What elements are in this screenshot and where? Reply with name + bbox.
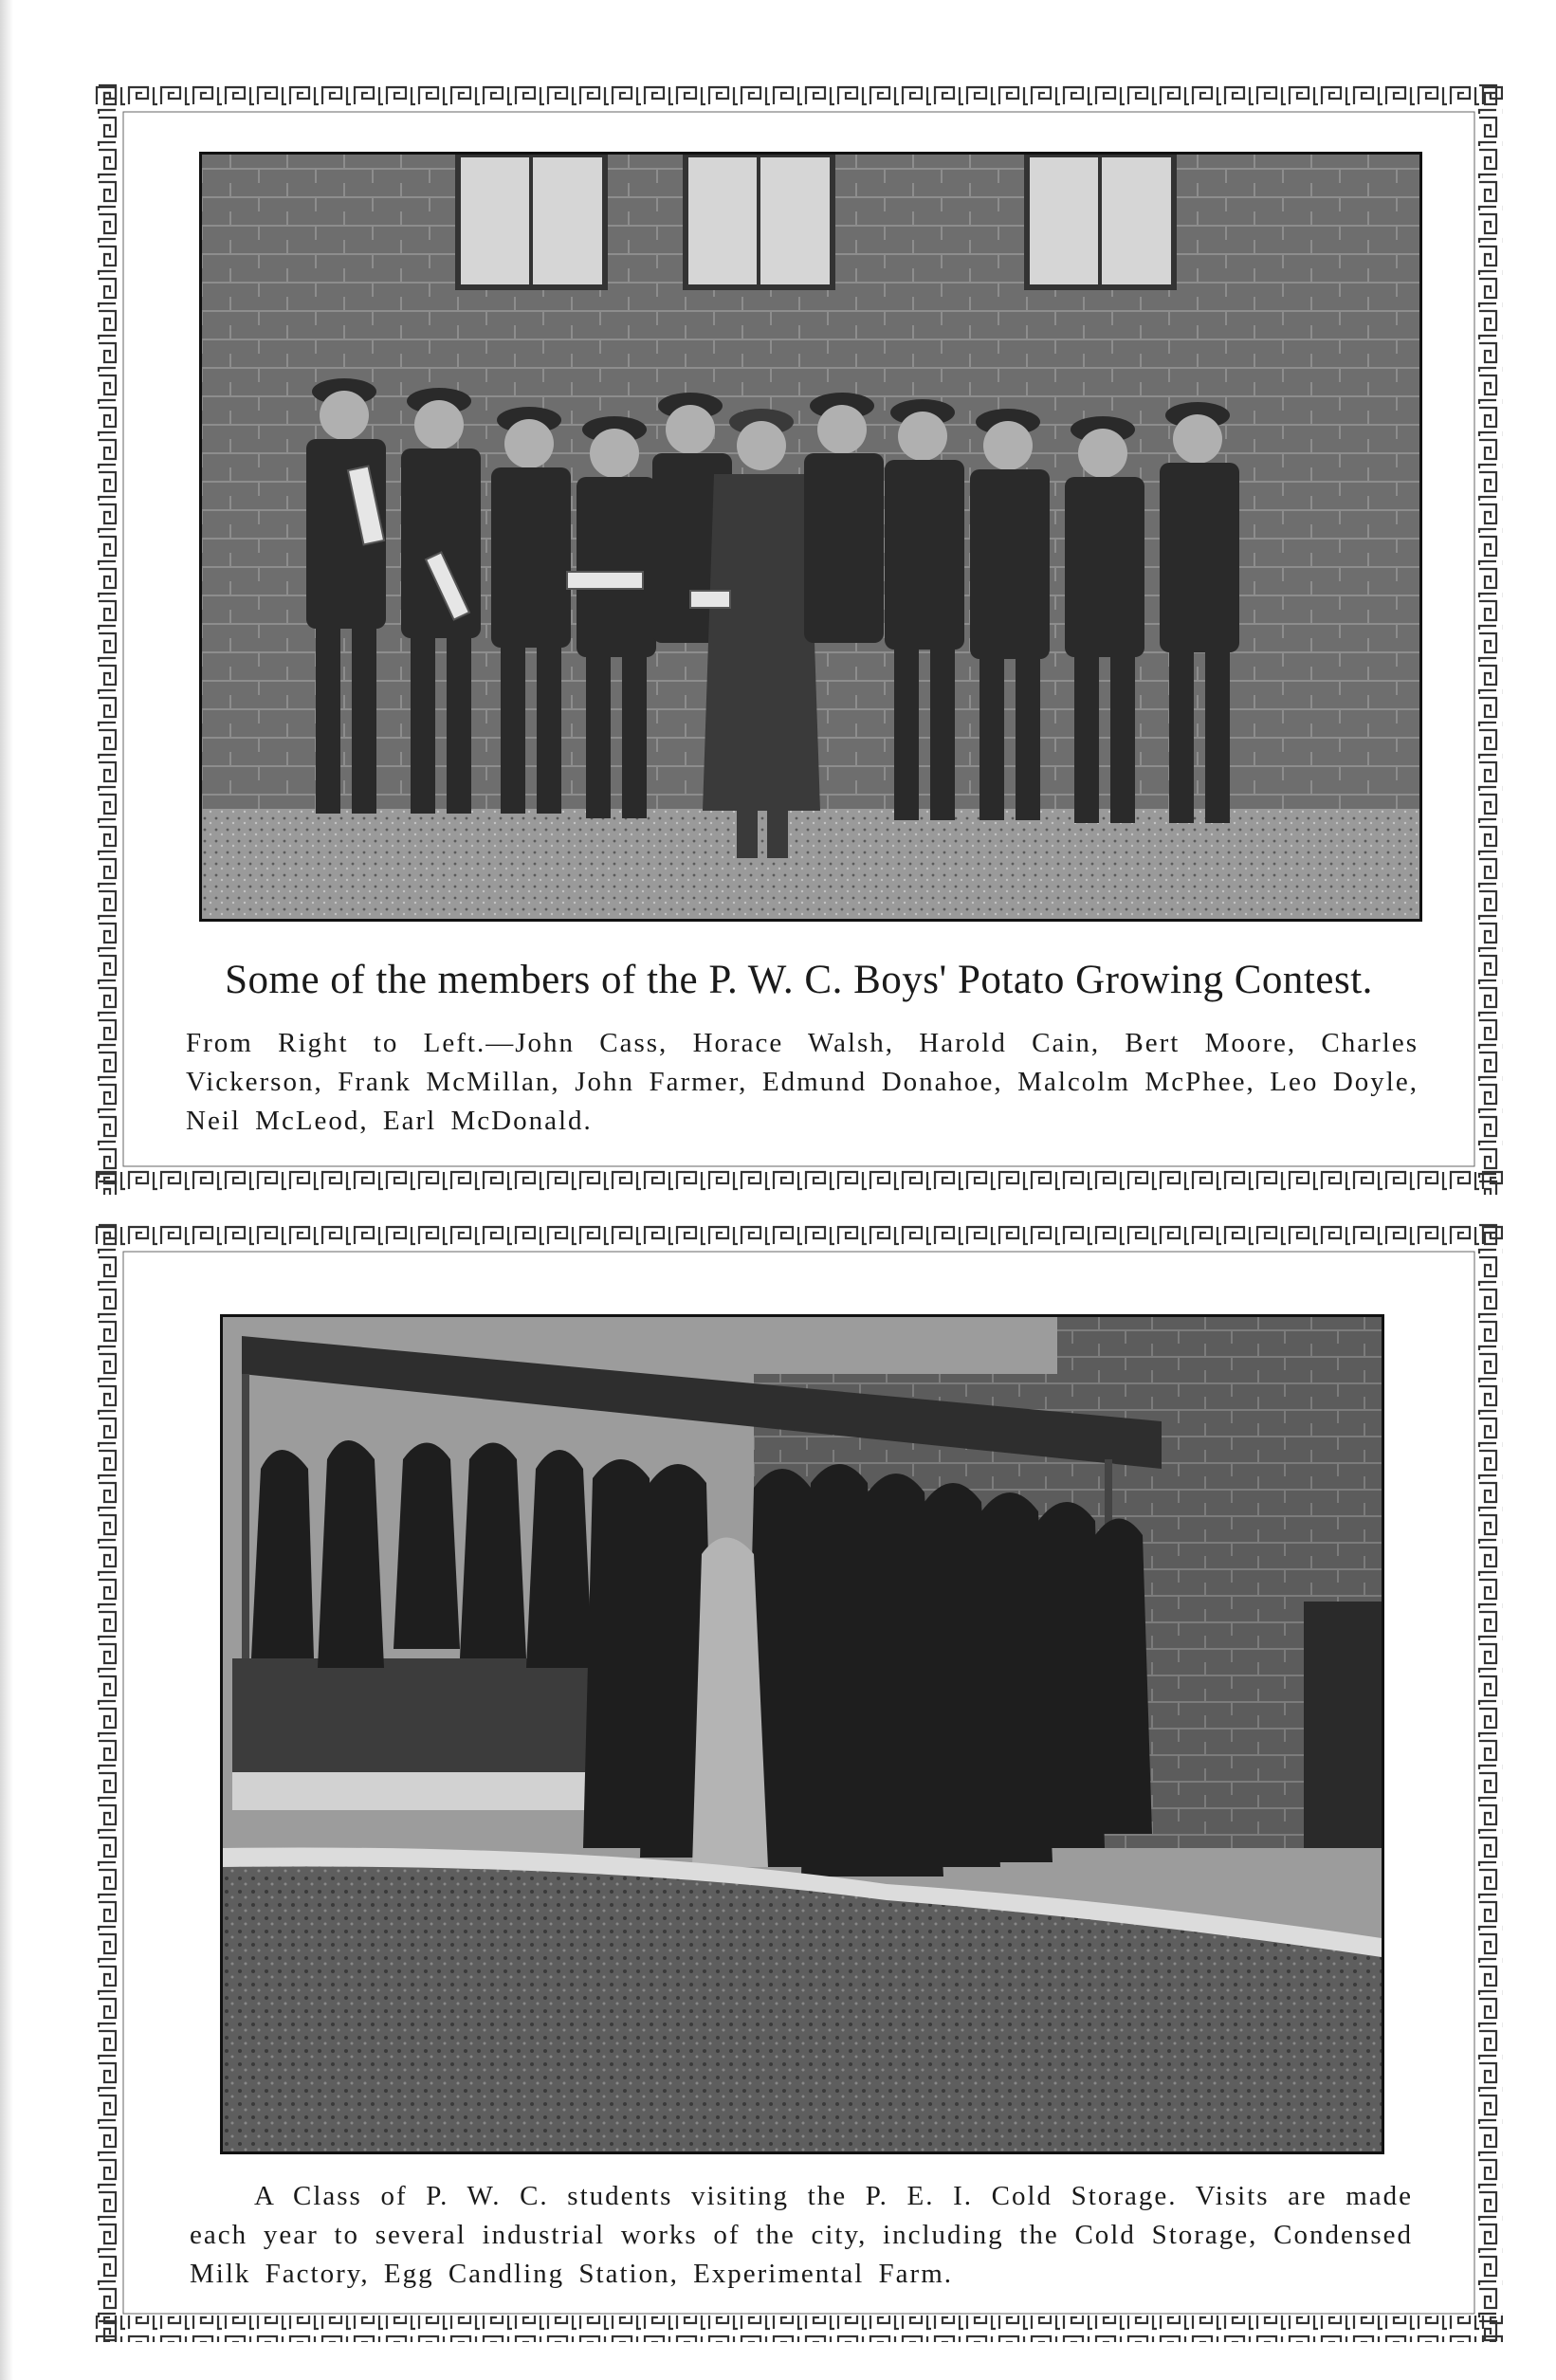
- top-caption-names: From Right to Left.—John Cass, Horace Walsh, Harold Cain, Bert Moore, Charles Vickerson, Frank McMillan, John Farmer, Edmund Donahoe, Malcolm McPhee, Leo Doyle, Neil McLeod, Earl McDonald.: [186, 1028, 1419, 1136]
- page-scan-edge: [0, 0, 13, 2380]
- bottom-caption-text: A Class of P. W. C. students visiting the P. E. I. Cold Storage. Visits are made each year to several industrial works of the city, including the Cold Storage, Condensed Milk Factory, Egg Candling Station, Experimental Farm.: [190, 2181, 1413, 2289]
- potato-contest-group-photo: [199, 152, 1422, 922]
- cold-storage-class-photo: [220, 1314, 1384, 2154]
- top-caption-title: Some of the members of the P. W. C. Boys' Potato Growing Contest.: [225, 958, 1373, 1002]
- bottom-photo-panel: [95, 1223, 1503, 2342]
- top-photo-panel: [95, 83, 1503, 1195]
